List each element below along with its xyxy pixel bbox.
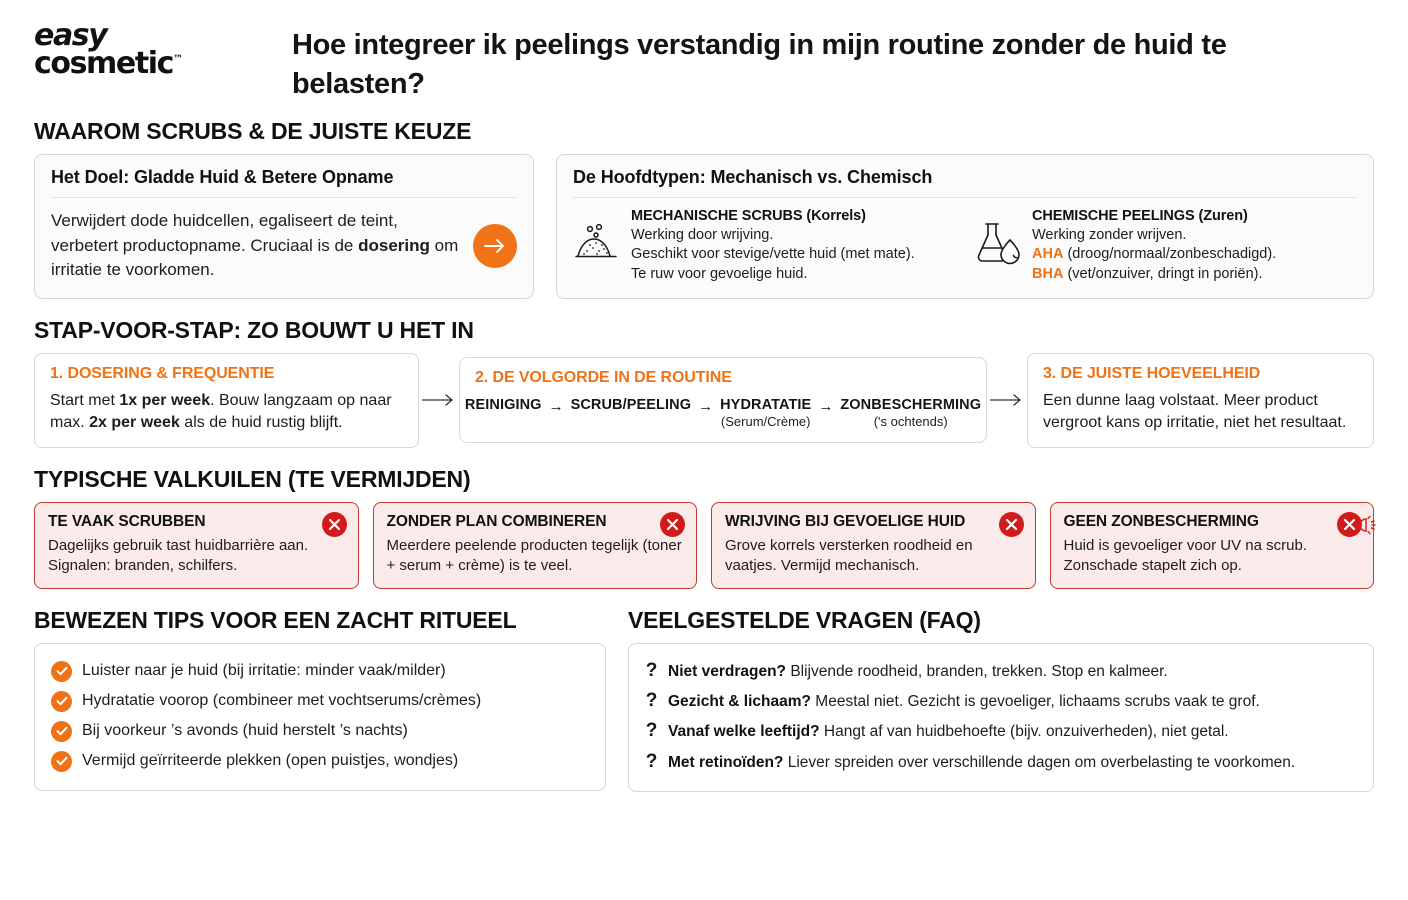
check-circle-icon xyxy=(51,751,72,772)
type-mechanisch-line-1: Werking door wrijving. xyxy=(631,227,774,243)
bha-desc: (vet/onzuiver, dringt in poriën). xyxy=(1063,265,1263,282)
flow-step-zonbescherming xyxy=(840,397,981,429)
pitfall-4-heading: GEEN ZONBESCHERMING xyxy=(1063,513,1259,530)
page-title: Hoe integreer ik peelings verstandig in mijn routine zonder de huid te belasten? xyxy=(292,29,1227,100)
step-3-body: Een dunne laag volstaat. Meer product vergroot kans op irritatie, niet het resultaat. xyxy=(1043,391,1347,431)
flow-sub-3: (Serum/Crème) xyxy=(720,414,811,430)
card-het-doel-title: Het Doel: Gladde Huid & Betere Opname xyxy=(51,167,394,187)
list-item xyxy=(645,747,1357,777)
question-mark-icon: ? xyxy=(645,660,658,682)
section-heading-faq: VEELGESTELDE VRAGEN (FAQ) xyxy=(628,607,981,634)
faq-answer-3: Hangt af van huidbehoefte (bijv. onzuiverheden), niet getal. xyxy=(819,723,1229,741)
question-mark-icon: ? xyxy=(645,720,658,742)
type-chemisch-line-2 xyxy=(1032,245,1357,264)
faq-answer-2: Meestal niet. Gezicht is gevoeliger, lichaams scrubs vaak te grof. xyxy=(810,693,1260,711)
aha-desc: (droog/normaal/zonbeschadigd). xyxy=(1063,246,1277,263)
step-connector-1-2 xyxy=(419,394,459,406)
type-chemisch-heading: CHEMISCHE PEELINGS (Zuren) xyxy=(1032,208,1248,224)
flow-sub-4: ('s ochtends) xyxy=(873,414,948,430)
faq-question-3: Vanaf welke leeftijd? xyxy=(668,723,820,741)
step-card-3 xyxy=(1027,353,1374,448)
steps-row xyxy=(34,353,1374,448)
bottom-row xyxy=(34,607,1374,792)
section-waarom-cards xyxy=(34,154,1374,299)
step-card-1 xyxy=(34,353,419,448)
list-item xyxy=(51,656,589,686)
section-heading-waarom: WAAROM SCRUBS & DE JUISTE KEUZE xyxy=(34,118,472,144)
list-item xyxy=(645,686,1357,716)
list-item xyxy=(645,656,1357,686)
card-hoofdtypen-title: De Hoofdtypen: Mechanisch vs. Chemisch xyxy=(573,167,933,187)
flow-step-hydratatie xyxy=(720,397,811,429)
list-item xyxy=(51,746,589,776)
pitfall-1-body: Dagelijks gebruik tast huidbarrière aan. Signalen: branden, schilfers. xyxy=(48,537,309,575)
goal-text-before: Verwijdert dode huidcellen, egaliseert de teint, verbetert productopname. Cruciaal is de xyxy=(51,211,398,255)
section-heading-valkuilen: TYPISCHE VALKUILEN (TE VERMIJDEN) xyxy=(34,466,471,492)
sun-icon xyxy=(1356,514,1376,541)
type-chemisch xyxy=(974,208,1357,284)
flow-step-scrub xyxy=(571,397,692,414)
type-mechanisch-line-3: Te ruw voor gevoelige huid. xyxy=(631,265,808,282)
type-chemisch-line-1: Werking zonder wrijven. xyxy=(1032,227,1187,243)
section-heading-tips: BEWEZEN TIPS VOOR EEN ZACHT RITUEEL xyxy=(34,607,517,634)
pitfall-card-1 xyxy=(34,502,359,589)
faq-column xyxy=(628,607,1374,792)
goal-text-bold: dosering xyxy=(358,235,430,255)
pitfall-card-3 xyxy=(711,502,1036,589)
pitfall-card-2 xyxy=(373,502,698,589)
step-2-heading: 2. DE VOLGORDE IN DE ROUTINE xyxy=(475,369,732,387)
step1-p4: als de huid rustig blijft. xyxy=(179,413,343,431)
flow-arrow-1: → xyxy=(548,398,564,416)
flow-step-reiniging xyxy=(465,397,542,414)
x-circle-icon xyxy=(660,512,685,537)
tips-column xyxy=(34,607,606,792)
routine-flow xyxy=(464,394,982,430)
pitfall-2-heading: ZONDER PLAN COMBINEREN xyxy=(386,513,607,530)
step-3-heading: 3. DE JUISTE HOEVEELHEID xyxy=(1043,364,1261,382)
faq-item-2 xyxy=(668,692,1260,712)
card-het-doel-text xyxy=(51,209,459,282)
check-circle-icon xyxy=(51,721,72,742)
faq-item-4 xyxy=(668,753,1295,773)
faq-question-2: Gezicht & lichaam? xyxy=(668,693,811,711)
pitfall-2-body: Meerdere peelende producten tegelijk (toner + serum + crème) is te veel. xyxy=(386,537,682,575)
list-item xyxy=(645,716,1357,746)
flow-label-2: SCRUB/PEELING xyxy=(570,397,692,414)
header xyxy=(34,0,1374,118)
flow-label-3: HYDRATATIE xyxy=(720,397,812,414)
logo-line-1: easy xyxy=(34,18,107,53)
step1-p0: Start met xyxy=(50,391,120,409)
pitfall-1-heading: TE VAAK SCRUBBEN xyxy=(48,513,206,530)
tip-label-3: Bij voorkeur ’s avonds (huid herstelt ’s nachts) xyxy=(82,722,408,740)
list-item xyxy=(51,716,589,746)
logo-line-2: cosmetic xyxy=(34,45,174,81)
step1-p1: 1x per week xyxy=(119,391,211,409)
pitfall-4-body: Huid is gevoeliger voor UV na scrub. Zonschade stapelt zich op. xyxy=(1063,537,1307,575)
type-chemisch-line-3 xyxy=(1032,265,1357,284)
tips-card xyxy=(34,643,606,791)
pitfall-3-heading: WRIJVING BIJ GEVOELIGE HUID xyxy=(725,513,966,530)
step-connector-2-3 xyxy=(987,394,1027,406)
faq-question-1: Niet verdragen? xyxy=(668,663,787,681)
x-circle-icon xyxy=(322,512,347,537)
type-mechanisch-heading: MECHANISCHE SCRUBS (Korrels) xyxy=(631,208,866,224)
step-card-2 xyxy=(459,357,987,443)
divider xyxy=(573,197,1357,198)
question-mark-icon: ? xyxy=(645,690,658,712)
faq-card xyxy=(628,643,1374,792)
scrub-granules-icon xyxy=(573,208,621,284)
flask-droplet-icon xyxy=(974,208,1022,284)
tip-label-4: Vermijd geïrriteerde plekken (open puistjes, wondjes) xyxy=(82,752,459,770)
aha-accent: AHA xyxy=(1032,246,1064,263)
type-mechanisch-line-2: Geschikt voor stevige/vette huid (met mate). xyxy=(631,246,915,263)
pitfall-3-body: Grove korrels versterken roodheid en vaatjes. Vermijd mechanisch. xyxy=(725,537,973,575)
check-circle-icon xyxy=(51,691,72,712)
list-item xyxy=(51,686,589,716)
step1-p2: . Bouw langzaam op naar max. xyxy=(50,391,392,431)
step1-p3: 2x per week xyxy=(89,413,180,431)
flow-arrow-3: → xyxy=(818,398,834,416)
card-het-doel xyxy=(34,154,534,299)
flow-label-1: REINIGING xyxy=(464,397,542,414)
pitfalls-row xyxy=(34,502,1374,589)
step-1-body xyxy=(50,390,403,434)
logo-trademark: ™ xyxy=(173,53,184,65)
tip-label-1: Luister naar je huid (bij irritatie: minder vaak/milder) xyxy=(82,662,446,680)
goal-text-after: om irritatie te voorkomen. xyxy=(51,235,459,280)
section-heading-stappen: STAP-VOOR-STAP: ZO BOUWT U HET IN xyxy=(34,316,474,343)
faq-answer-1: Blijvende roodheid, branden, trekken. Stop en kalmeer. xyxy=(786,663,1168,681)
flow-label-4: ZONBESCHERMING xyxy=(840,397,982,414)
flow-arrow-2: → xyxy=(698,398,714,416)
faq-item-3 xyxy=(668,722,1229,742)
x-circle-icon xyxy=(999,512,1024,537)
card-hoofdtypen xyxy=(556,154,1374,299)
divider xyxy=(51,197,517,198)
check-circle-icon xyxy=(51,661,72,682)
faq-item-1 xyxy=(668,662,1168,682)
type-mechanisch xyxy=(573,208,956,284)
question-mark-icon: ? xyxy=(645,750,658,772)
brand-logo xyxy=(34,14,284,81)
step-1-heading: 1. DOSERING & FREQUENTIE xyxy=(50,364,275,382)
pitfall-card-4 xyxy=(1050,502,1375,589)
arrow-right-icon xyxy=(473,224,517,268)
faq-answer-4: Liever spreiden over verschillende dagen om overbelasting te voorkomen. xyxy=(783,753,1296,771)
bha-accent: BHA xyxy=(1032,265,1064,282)
faq-question-4: Met retinoïden? xyxy=(668,753,784,771)
x-circle-icon xyxy=(1337,512,1362,537)
tip-label-2: Hydratatie voorop (combineer met vochtserums/crèmes) xyxy=(82,692,482,710)
